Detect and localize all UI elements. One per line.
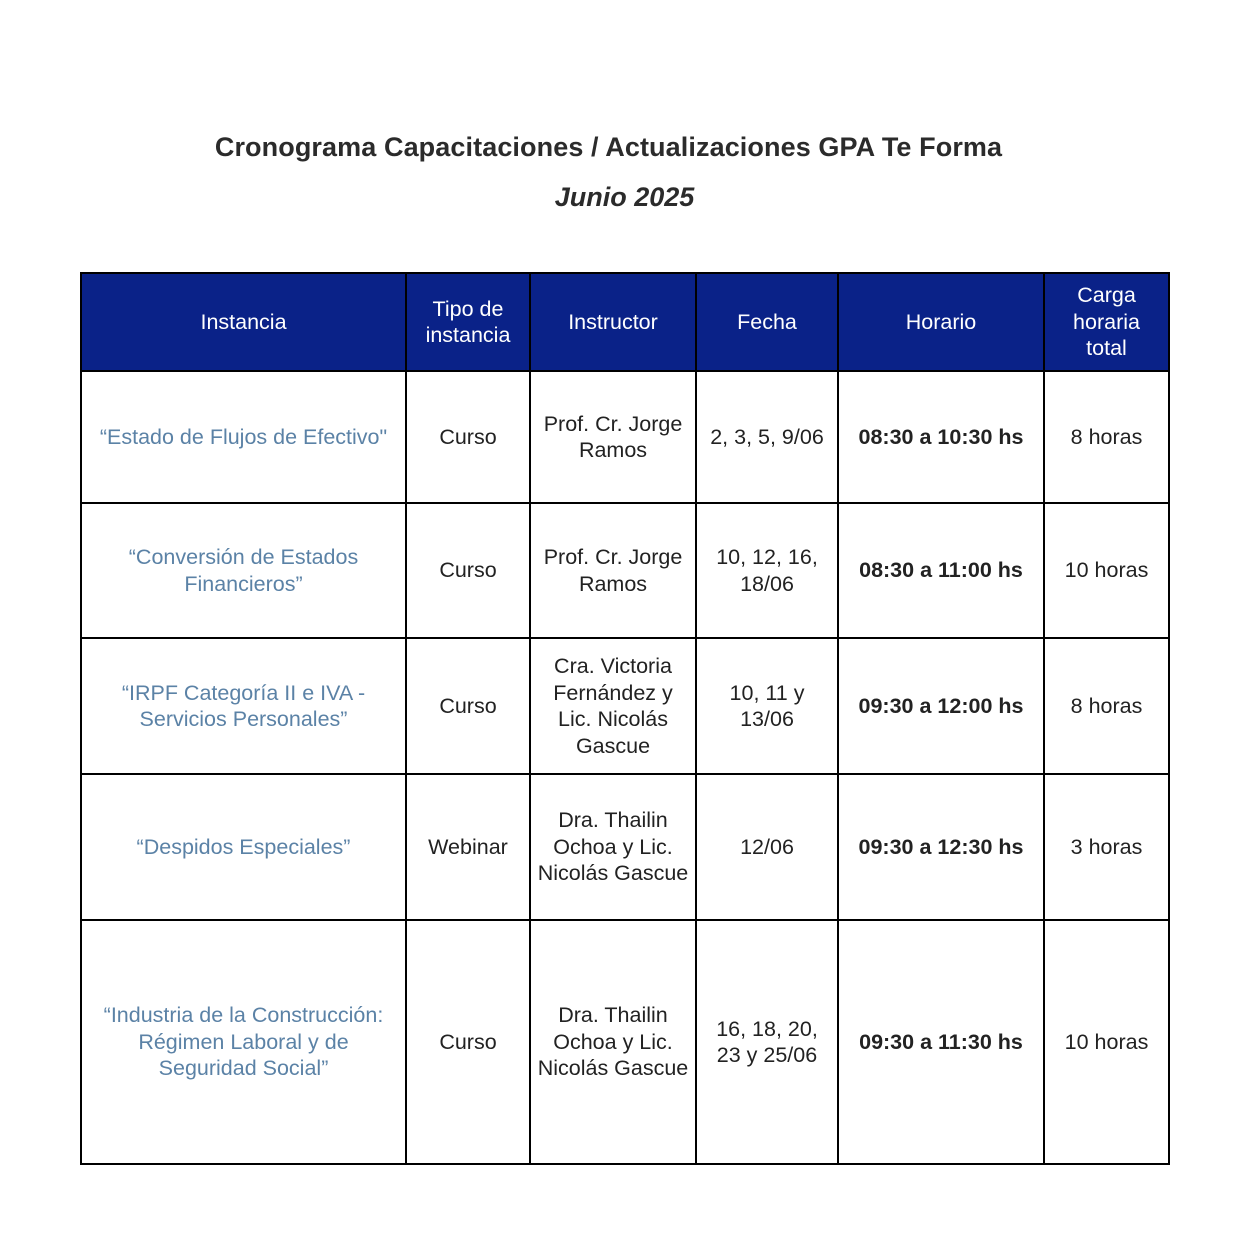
cell-instancia: “Estado de Flujos de Efectivo" <box>81 371 406 503</box>
header-tipo: Tipo de instancia <box>406 273 530 371</box>
table-row <box>81 371 1169 503</box>
cell-tipo: Webinar <box>406 774 530 920</box>
header-instructor: Instructor <box>530 273 696 371</box>
table-row <box>81 920 1169 1164</box>
cell-carga: 8 horas <box>1044 638 1169 774</box>
cell-carga: 3 horas <box>1044 774 1169 920</box>
cell-instructor: Prof. Cr. Jorge Ramos <box>530 371 696 503</box>
header-horario: Horario <box>838 273 1044 371</box>
cell-tipo: Curso <box>406 371 530 503</box>
cell-instructor: Cra. Victoria Fernández y Lic. Nicolás Gascue <box>530 638 696 774</box>
header-fecha: Fecha <box>696 273 838 371</box>
cell-instancia: “Conversión de Estados Financieros” <box>81 503 406 638</box>
cell-fecha: 12/06 <box>696 774 838 920</box>
cell-fecha: 10, 12, 16, 18/06 <box>696 503 838 638</box>
cell-instancia: “Industria de la Construcción: Régimen Laboral y de Seguridad Social” <box>81 920 406 1164</box>
cell-tipo: Curso <box>406 638 530 774</box>
cell-horario: 09:30 a 11:30 hs <box>838 920 1044 1164</box>
table-row <box>81 638 1169 774</box>
schedule-table <box>80 272 1170 1165</box>
cell-fecha: 2, 3, 5, 9/06 <box>696 371 838 503</box>
cell-fecha: 16, 18, 20, 23 y 25/06 <box>696 920 838 1164</box>
table-row <box>81 503 1169 638</box>
header-carga: Carga horaria total <box>1044 273 1169 371</box>
cell-carga: 10 horas <box>1044 503 1169 638</box>
header-instancia: Instancia <box>81 273 406 371</box>
cell-tipo: Curso <box>406 920 530 1164</box>
cell-tipo: Curso <box>406 503 530 638</box>
cell-instructor: Dra. Thailin Ochoa y Lic. Nicolás Gascue <box>530 774 696 920</box>
table-row <box>81 774 1169 920</box>
cell-carga: 8 horas <box>1044 371 1169 503</box>
cell-instructor: Prof. Cr. Jorge Ramos <box>530 503 696 638</box>
cell-horario: 08:30 a 11:00 hs <box>838 503 1044 638</box>
cell-carga: 10 horas <box>1044 920 1169 1164</box>
cell-instancia: “IRPF Categoría II e IVA - Servicios Personales” <box>81 638 406 774</box>
table-header-row <box>81 273 1169 371</box>
cell-horario: 09:30 a 12:00 hs <box>838 638 1044 774</box>
document-subtitle: Junio 2025 <box>554 182 695 212</box>
cell-instancia: “Despidos Especiales” <box>81 774 406 920</box>
cell-horario: 09:30 a 12:30 hs <box>838 774 1044 920</box>
cell-fecha: 10, 11 y 13/06 <box>696 638 838 774</box>
cell-horario: 08:30 a 10:30 hs <box>838 371 1044 503</box>
document-title: Cronograma Capacitaciones / Actualizaciones GPA Te Forma <box>214 132 1003 162</box>
cell-instructor: Dra. Thailin Ochoa y Lic. Nicolás Gascue <box>530 920 696 1164</box>
